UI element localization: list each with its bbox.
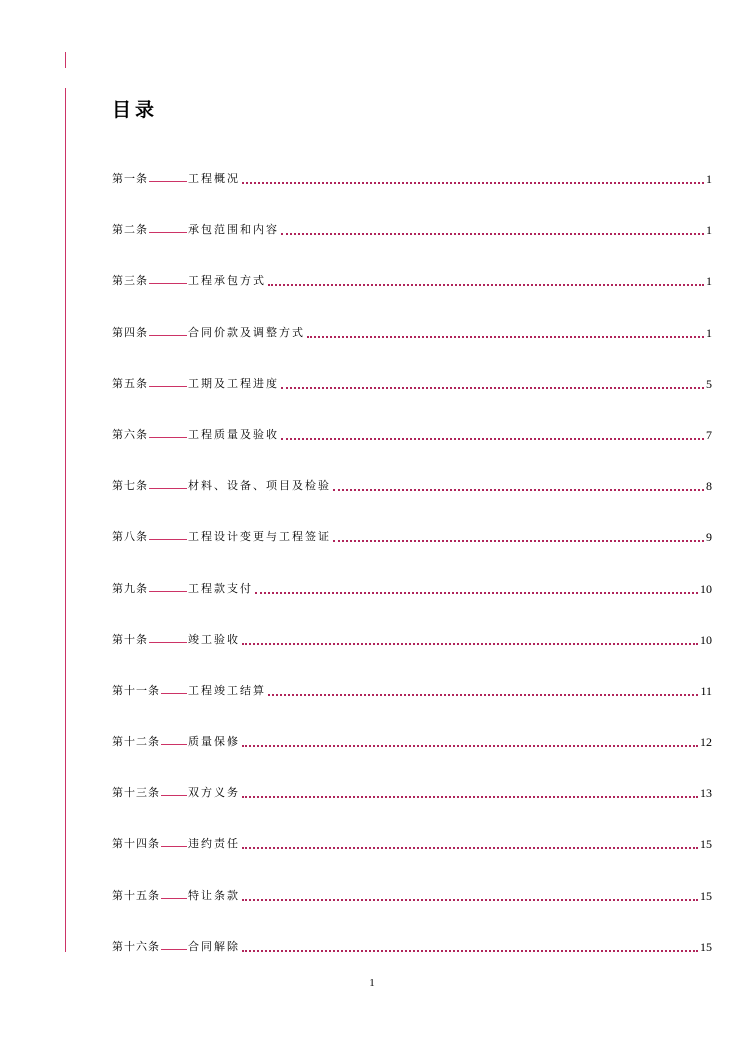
toc-connector-line — [149, 170, 187, 182]
footer-page-number: 1 — [369, 977, 375, 989]
toc-heading: 质量保修 — [188, 735, 240, 749]
toc-page-number: 7 — [706, 427, 712, 442]
toc-connector-line — [149, 631, 187, 643]
toc-heading: 工期及工程进度 — [188, 376, 279, 390]
toc-dot-leader — [242, 733, 698, 747]
toc-heading: 违约责任 — [188, 837, 240, 851]
toc-entry[interactable] — [112, 375, 712, 426]
toc-page-number: 1 — [706, 325, 712, 340]
toc-article-number: 第十三条 — [112, 786, 160, 800]
margin-line — [65, 88, 66, 952]
toc-article-number: 第十五条 — [112, 888, 160, 902]
toc-heading: 工程设计变更与工程签证 — [188, 530, 331, 544]
toc-page-number: 11 — [700, 683, 712, 698]
toc-article-number: 第十六条 — [112, 939, 160, 953]
toc-heading: 竣工验收 — [188, 632, 240, 646]
toc-dot-leader — [242, 631, 698, 645]
toc-connector-line — [149, 477, 187, 489]
toc-connector-line — [149, 221, 187, 233]
toc-dot-leader — [268, 682, 698, 696]
toc-dot-leader — [255, 580, 698, 594]
toc-article-number: 第九条 — [112, 581, 148, 595]
toc-heading: 承包范围和内容 — [188, 223, 279, 237]
toc-heading: 工程概况 — [188, 172, 240, 185]
toc-entry[interactable] — [112, 682, 712, 733]
toc-page-number: 9 — [706, 530, 712, 545]
toc-connector-line — [161, 733, 187, 745]
toc-entry[interactable] — [112, 528, 712, 579]
toc-entry[interactable] — [112, 733, 712, 784]
toc-entry[interactable] — [112, 580, 712, 631]
toc-dot-leader — [242, 170, 704, 184]
toc-dot-leader — [242, 784, 698, 798]
toc-page-number: 1 — [706, 172, 712, 186]
toc-dot-leader — [333, 528, 704, 542]
toc-page-number: 1 — [706, 223, 712, 238]
toc-dot-leader — [333, 477, 704, 491]
toc-article-number: 第七条 — [112, 479, 148, 493]
toc-page-number: 10 — [700, 632, 712, 647]
toc-article-number: 第五条 — [112, 376, 148, 390]
toc-connector-line — [161, 835, 187, 847]
toc-connector-line — [161, 887, 187, 899]
toc-entry[interactable] — [112, 221, 712, 272]
toc-article-number: 第六条 — [112, 427, 148, 441]
toc-article-number: 第一条 — [112, 172, 148, 185]
toc-entry[interactable] — [112, 170, 712, 221]
toc-heading: 工程质量及验收 — [188, 427, 279, 441]
toc-connector-line — [149, 272, 187, 284]
toc-article-number: 第二条 — [112, 223, 148, 237]
toc-page-number: 5 — [706, 376, 712, 391]
toc-entry[interactable] — [112, 477, 712, 528]
toc-dot-leader — [242, 835, 698, 849]
toc-heading: 工程款支付 — [188, 581, 253, 595]
toc-article-number: 第十二条 — [112, 735, 160, 749]
toc-entry[interactable] — [112, 324, 712, 375]
toc-entry[interactable] — [112, 784, 712, 835]
toc-heading: 工程竣工结算 — [188, 683, 266, 697]
toc-entry[interactable] — [112, 426, 712, 477]
toc-dot-leader — [242, 938, 698, 952]
toc-dot-leader — [268, 272, 704, 286]
toc-article-number: 第三条 — [112, 274, 148, 288]
toc-page-number: 15 — [700, 939, 712, 954]
toc-connector-line — [161, 784, 187, 796]
toc-entry[interactable] — [112, 272, 712, 323]
toc-connector-line — [161, 938, 187, 950]
toc-page-number: 1 — [706, 274, 712, 289]
toc-dot-leader — [281, 426, 704, 440]
toc-article-number: 第四条 — [112, 325, 148, 339]
table-of-contents — [112, 170, 712, 989]
toc-connector-line — [161, 682, 187, 694]
toc-heading: 合同价款及调整方式 — [188, 325, 305, 339]
toc-connector-line — [149, 375, 187, 387]
toc-dot-leader — [242, 887, 698, 901]
margin-mark-top — [65, 52, 66, 68]
toc-page-number: 12 — [700, 735, 712, 750]
toc-article-number: 第十四条 — [112, 837, 160, 851]
toc-heading: 材料、设备、项目及检验 — [188, 479, 331, 493]
toc-page-number: 10 — [700, 581, 712, 596]
toc-article-number: 第十一条 — [112, 683, 160, 697]
toc-page-number: 15 — [700, 888, 712, 903]
toc-entry[interactable] — [112, 835, 712, 886]
toc-connector-line — [149, 324, 187, 336]
toc-heading: 特让条款 — [188, 888, 240, 902]
toc-article-number: 第十条 — [112, 632, 148, 646]
toc-page-number: 8 — [706, 479, 712, 494]
toc-heading: 合同解除 — [188, 939, 240, 953]
toc-dot-leader — [307, 324, 704, 338]
toc-page-number: 15 — [700, 837, 712, 852]
toc-dot-leader — [281, 375, 704, 389]
toc-article-number: 第八条 — [112, 530, 148, 544]
toc-page-number: 13 — [700, 786, 712, 801]
toc-entry[interactable] — [112, 887, 712, 938]
page-title: 目录 — [112, 99, 159, 121]
toc-heading: 工程承包方式 — [188, 274, 266, 288]
toc-connector-line — [149, 426, 187, 438]
toc-connector-line — [149, 580, 187, 592]
toc-heading: 双方义务 — [188, 786, 240, 800]
toc-entry[interactable] — [112, 631, 712, 682]
toc-dot-leader — [281, 221, 704, 235]
toc-connector-line — [149, 528, 187, 540]
